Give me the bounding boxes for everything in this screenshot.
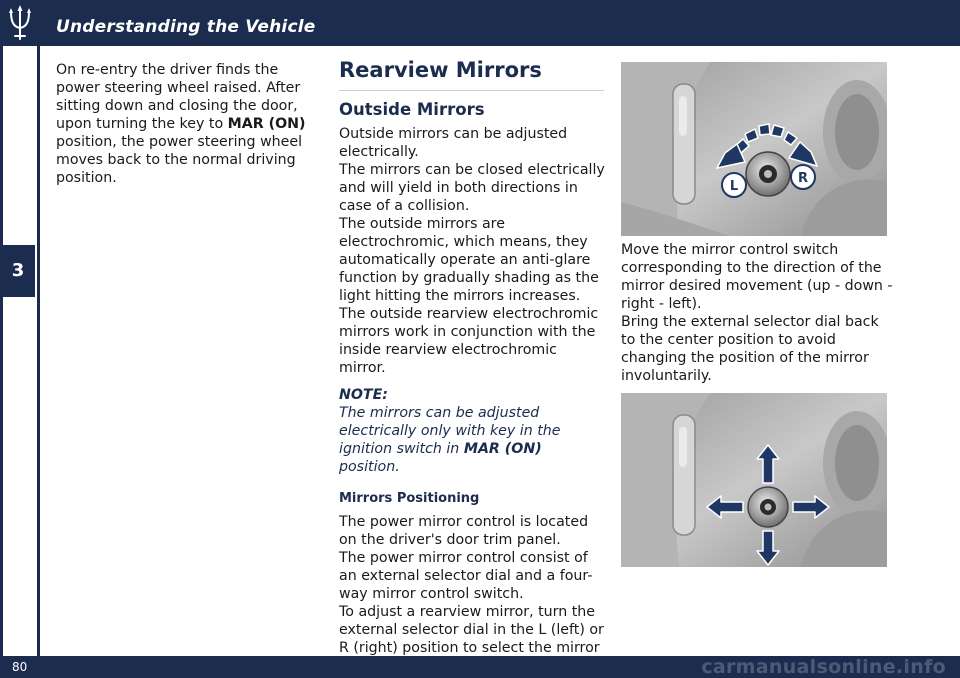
note-key-position: MAR (ON): [463, 441, 542, 457]
note-text-a: The mirrors can be adjusted electrically only with key in the ignition switch in: [339, 405, 561, 457]
subsection-title-positioning: Mirrors Positioning: [339, 491, 480, 506]
right-mirror-label: R: [797, 171, 809, 186]
intro-key-position: MAR (ON): [227, 116, 306, 132]
chapter-tab[interactable]: 3: [1, 245, 35, 297]
paragraph-line: The outside rearview electrochromic mirrors work in conjunction with the inside rearview electrochromic mirror.: [339, 306, 599, 376]
left-mirror-label: L: [729, 179, 739, 194]
mirror-selector-dial-icon: [621, 62, 887, 236]
four-way-switch-icon: [621, 393, 887, 567]
page-footer: [0, 656, 960, 678]
intro-text-a: On re-entry the driver finds the power steering wheel raised. After sitting down and closing the door, upon turning the key to: [56, 62, 301, 132]
column-middle: [339, 58, 605, 675]
note-label: NOTE:: [339, 387, 388, 403]
paragraph-line: To adjust a rearview mirror, turn the external selector dial in the L (left) or R (right) position to select the mirror: [339, 604, 604, 656]
paragraph-line: The outside mirrors are electrochromic, which means, they automatically operate an anti-glare function by gradually shading as the light hitting the mirrors increases.: [339, 216, 599, 304]
paragraph-line: The power mirror control consist of an external selector dial and a four-way mirror control switch.: [339, 550, 593, 602]
note-text: [339, 404, 605, 476]
paragraph-line: Outside mirrors can be adjusted electrically.: [339, 126, 568, 160]
intro-paragraph: [56, 61, 318, 187]
mirror-selector-figure: [621, 62, 887, 236]
trident-logo-icon: [0, 0, 40, 46]
four-way-switch-figure: [621, 393, 887, 567]
note-text-c: position.: [339, 459, 400, 475]
watermark: carmanualsonline.info: [701, 656, 946, 678]
page-number: 80: [12, 660, 28, 674]
page-header: [0, 0, 960, 46]
chapter-sidebar: [0, 46, 40, 656]
paragraph-line: The power mirror control is located on the driver's door trim panel.: [339, 514, 589, 548]
paragraph-line: Move the mirror control switch corresponding to the direction of the mirror desired movement (up - down - right - left).: [621, 242, 893, 312]
column-right: [621, 241, 893, 385]
paragraph-line: The mirrors can be closed electrically and will yield in both directions in case of a collision.: [339, 162, 605, 214]
page-title: Understanding the Vehicle: [56, 17, 316, 37]
section-title: Rearview Mirrors: [339, 58, 604, 91]
chapter-sidebar-inner: [3, 46, 37, 656]
subsection-title: Outside Mirrors: [339, 100, 485, 119]
column-left: [56, 61, 318, 187]
intro-text-c: position, the power steering wheel moves back to the normal driving position.: [56, 134, 303, 186]
paragraph-line: Bring the external selector dial back to the center position to avoid changing the position of the mirror involuntarily.: [621, 314, 879, 384]
